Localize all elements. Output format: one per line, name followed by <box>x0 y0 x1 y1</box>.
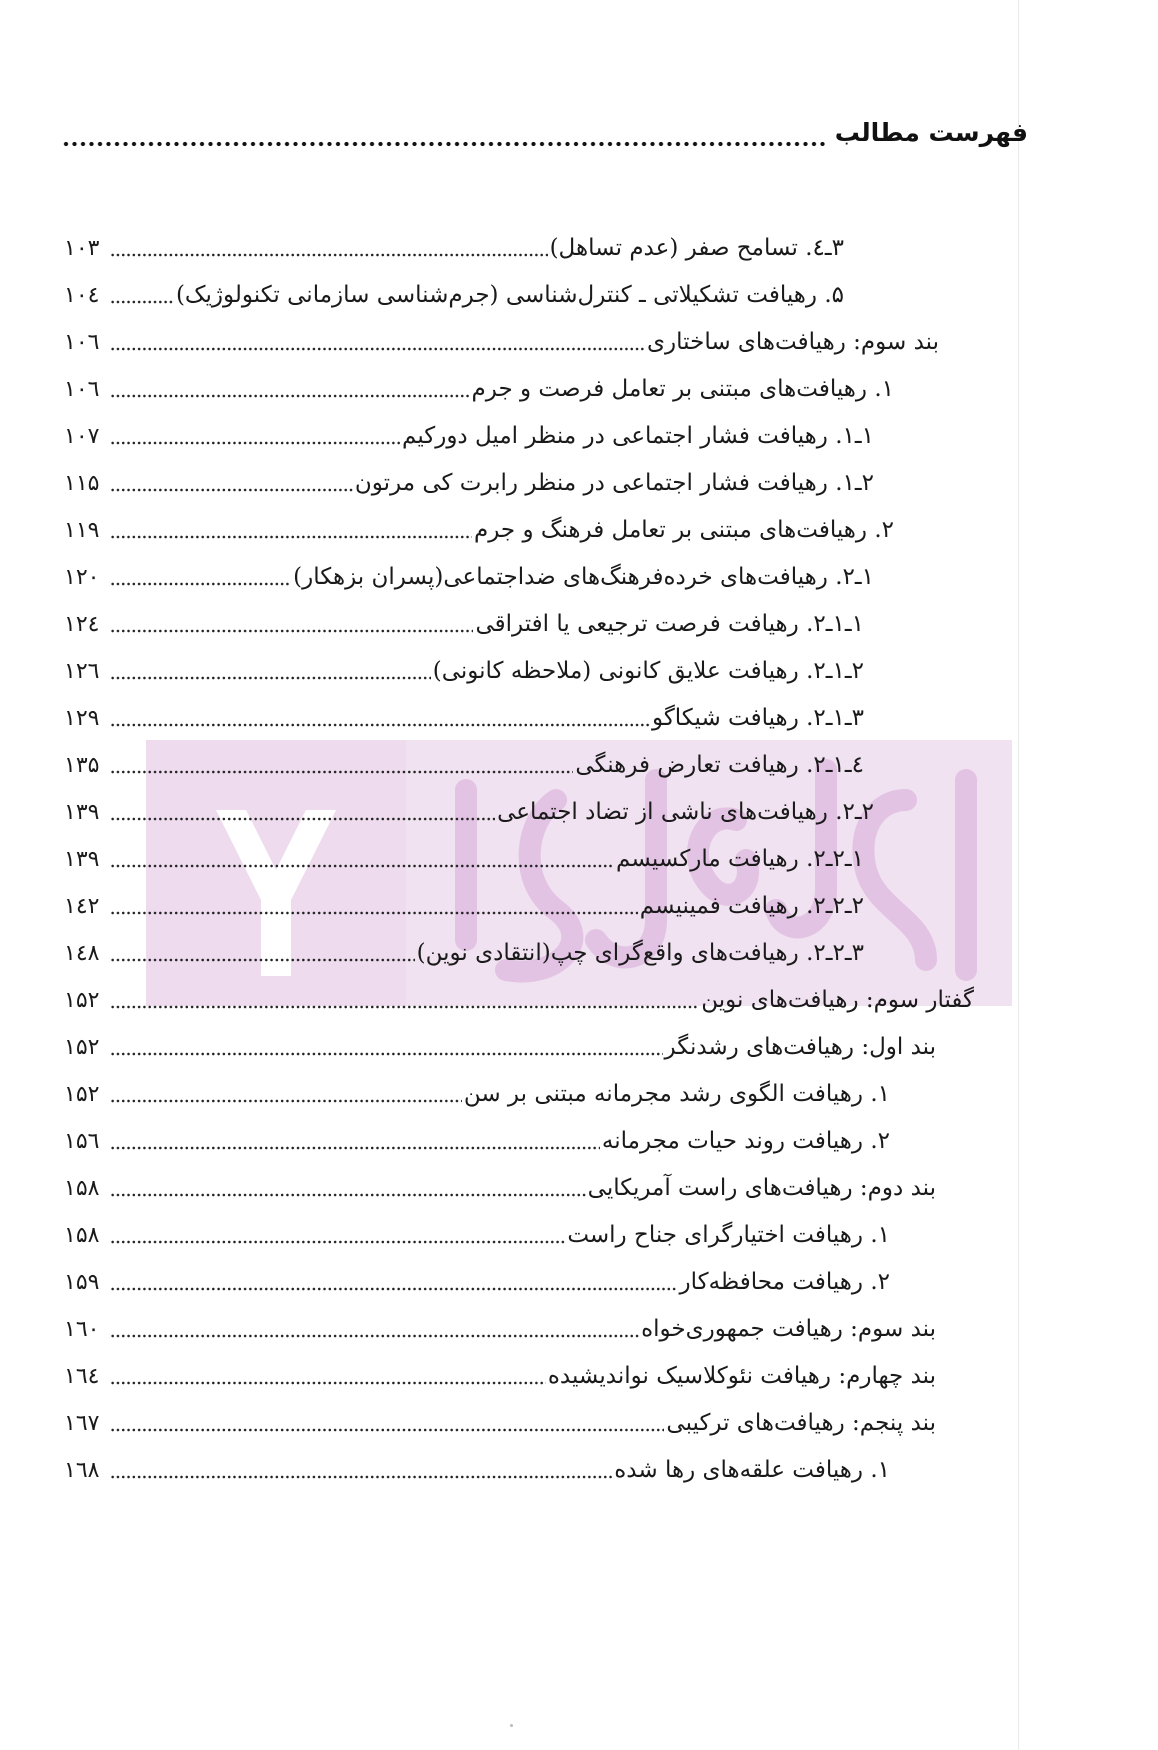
toc-entry-page: ۱۲٤ <box>64 612 100 637</box>
toc-entry-title: ۲. رهیافت محافظه‌کار <box>679 1269 890 1295</box>
toc-entry-title: بند سوم: رهیافت‌های ساختاری <box>647 329 939 355</box>
page-title: فهرست مطالب <box>834 118 1028 147</box>
toc-entry-page: ۱۵۲ <box>64 1082 100 1107</box>
toc-entry-title: ۲ـ۱. رهیافت فشار اجتماعی در منظر رابرت کی مرتون <box>354 470 874 496</box>
toc-entry-title: ۱ـ۱. رهیافت فشار اجتماعی در منظر امیل دورکیم <box>402 423 874 449</box>
toc-entry-page: ۱٦۸ <box>64 1458 100 1483</box>
dot-leader <box>110 629 473 633</box>
toc-entry[interactable] <box>64 228 844 268</box>
toc-entry-title: بند چهارم: رهیافت نئوکلاسیک نواندیشیده <box>547 1363 936 1389</box>
toc-entry-title: ۱. رهیافت علقه‌های رها شده <box>614 1457 890 1483</box>
toc-entry-title: بند اول: رهیافت‌های رشدنگر <box>664 1034 936 1060</box>
toc-entry-page: ۱۵۲ <box>64 988 100 1013</box>
toc-entry-page: ۱۵٦ <box>64 1129 100 1154</box>
toc-entry[interactable] <box>64 275 844 315</box>
toc-entry-page: ۱۱۹ <box>64 518 100 543</box>
toc-entry[interactable] <box>64 1121 890 1161</box>
dot-leader <box>110 253 548 257</box>
toc-entry-page: ۱۰٦ <box>64 377 100 402</box>
toc-entry-title: ۳ـ٤. تسامح صفر (عدم تساهل) <box>549 235 844 261</box>
toc-entry[interactable] <box>64 1403 936 1443</box>
dot-leader <box>110 394 470 398</box>
dot-leader <box>110 1428 664 1432</box>
toc-entry-title: ۲ـ۲ـ۲. رهیافت فمینیسم <box>639 893 864 919</box>
toc-entry-title: بند سوم: رهیافت جمهوری‌خواه <box>641 1316 936 1342</box>
dot-leader <box>110 1334 639 1338</box>
toc-entry-page: ۱۱۵ <box>64 471 100 496</box>
toc-entry[interactable] <box>64 369 894 409</box>
toc-entry-page: ۱۲۹ <box>64 706 100 731</box>
toc-entry[interactable] <box>64 792 874 832</box>
toc-entry-title: گفتار سوم: رهیافت‌های نوین <box>701 987 974 1013</box>
dot-leader <box>110 1005 699 1009</box>
toc-entry[interactable] <box>64 1074 890 1114</box>
toc-entry-page: ۱۳۹ <box>64 800 100 825</box>
toc-entry[interactable] <box>64 886 864 926</box>
page-edge-shadow <box>1018 0 1019 1750</box>
toc-entry-title: ۲. رهیافت روند حیات مجرمانه <box>601 1128 890 1154</box>
toc-entry-page: ۱۰٦ <box>64 330 100 355</box>
toc-entry[interactable] <box>64 980 974 1020</box>
dot-leader <box>110 1287 678 1291</box>
toc-entry-page: ۱۳۵ <box>64 753 100 778</box>
dot-leader <box>110 911 638 915</box>
dot-leader <box>110 582 291 586</box>
toc-entry-title: ۳ـ۱ـ۲. رهیافت شیکاگو <box>651 705 864 731</box>
toc-entry-page: ۱۵۸ <box>64 1176 100 1201</box>
dot-leader <box>110 300 174 304</box>
toc-entry[interactable] <box>64 416 874 456</box>
toc-entry[interactable] <box>64 651 864 691</box>
toc-entry[interactable] <box>64 463 874 503</box>
toc-entry[interactable] <box>64 1356 936 1396</box>
toc-entry[interactable] <box>64 510 894 550</box>
dot-leader <box>110 1475 612 1479</box>
toc-entry-title: بند دوم: رهیافت‌های راست آمریکایی <box>587 1175 936 1201</box>
toc-entry[interactable] <box>64 1168 936 1208</box>
dot-leader <box>110 1146 600 1150</box>
toc-entry[interactable] <box>64 745 864 785</box>
scan-speck <box>510 1724 513 1727</box>
dot-leader <box>110 1193 586 1197</box>
dot-leader <box>110 864 614 868</box>
toc-entry-page: ۱٤۸ <box>64 941 100 966</box>
toc-entry[interactable] <box>64 557 874 597</box>
toc-entry-page: ۱۰۳ <box>64 236 100 261</box>
toc-entry-page: ۱۰۷ <box>64 424 100 449</box>
dot-leader <box>110 770 573 774</box>
toc-entry-title: ۳ـ۲ـ۲. رهیافت‌های واقع‌گرای چپ(انتقادی نوین) <box>416 940 864 966</box>
dot-leader <box>110 1240 565 1244</box>
toc-entry-page: ۱۵۹ <box>64 1270 100 1295</box>
toc-entry[interactable] <box>64 1215 890 1255</box>
toc-entry-title: ٤ـ۱ـ۲. رهیافت تعارض فرهنگی <box>575 752 864 778</box>
toc-entry-title: ۲ـ۱ـ۲. رهیافت علایق کانونی (ملاحظه کانونی) <box>432 658 864 684</box>
toc-entry[interactable] <box>64 839 864 879</box>
toc-entry[interactable] <box>64 698 864 738</box>
dot-leader <box>110 676 431 680</box>
dot-leader <box>110 817 495 821</box>
toc-entry-page: ۱۳۹ <box>64 847 100 872</box>
toc-entry-title: ۱ـ۲ـ۲. رهیافت مارکسیسم <box>616 846 864 872</box>
toc-entry[interactable] <box>64 1262 890 1302</box>
toc-entry-page: ۱٦۰ <box>64 1317 100 1342</box>
toc-entry-page: ۱٤۲ <box>64 894 100 919</box>
toc-entry-title: ۵. رهیافت تشکیلاتی ـ کنترل‌شناسی (جرم‌شناسی سازمانی تکنولوژیک) <box>175 282 844 308</box>
toc-entry-page: ۱۲۰ <box>64 565 100 590</box>
dot-leader <box>110 441 400 445</box>
toc-entry-title: ۲. رهیافت‌های مبتنی بر تعامل فرهنگ و جرم <box>474 517 894 543</box>
toc-entry-page: ۱۰٤ <box>64 283 100 308</box>
dot-leader <box>110 723 650 727</box>
toc-entry-title: ۲ـ۲. رهیافت‌های ناشی از تضاد اجتماعی <box>497 799 874 825</box>
dot-leader <box>110 488 353 492</box>
toc-entry-title: ۱. رهیافت الگوی رشد مجرمانه مبتنی بر سن <box>463 1081 890 1107</box>
toc-entry-page: ۱۵۲ <box>64 1035 100 1060</box>
page-header <box>62 118 1028 158</box>
dot-leader <box>110 1099 462 1103</box>
toc-entry[interactable] <box>64 322 939 362</box>
toc-entry-title: بند پنجم: رهیافت‌های ترکیبی <box>666 1410 936 1436</box>
dot-leader <box>110 535 472 539</box>
toc-entry[interactable] <box>64 933 864 973</box>
toc-entry[interactable] <box>64 1450 890 1490</box>
toc-entry-title: ۱. رهیافت اختیارگرای جناح راست <box>567 1222 890 1248</box>
dot-leader <box>110 347 645 351</box>
toc-entry-title: ۱ـ۲. رهیافت‌های خرده‌فرهنگ‌های ضداجتماعی(پسران بزهکار) <box>293 564 874 590</box>
header-dot-rule <box>62 141 827 147</box>
toc-entry-page: ۱۵۸ <box>64 1223 100 1248</box>
toc-entry-title: ۱. رهیافت‌های مبتنی بر تعامل فرصت و جرم <box>471 376 894 402</box>
dot-leader <box>110 1052 663 1056</box>
dot-leader <box>110 1381 546 1385</box>
toc-entry-title: ۱ـ۱ـ۲. رهیافت فرصت ترجیعی یا افتراقی <box>475 611 864 637</box>
dot-leader <box>110 958 415 962</box>
toc-entry-page: ۱۲٦ <box>64 659 100 684</box>
toc-entry-page: ۱٦٤ <box>64 1364 100 1389</box>
toc-entry[interactable] <box>64 1309 936 1349</box>
toc-entry-page: ۱٦۷ <box>64 1411 100 1436</box>
toc-entry[interactable] <box>64 604 864 644</box>
toc-entry[interactable] <box>64 1027 936 1067</box>
